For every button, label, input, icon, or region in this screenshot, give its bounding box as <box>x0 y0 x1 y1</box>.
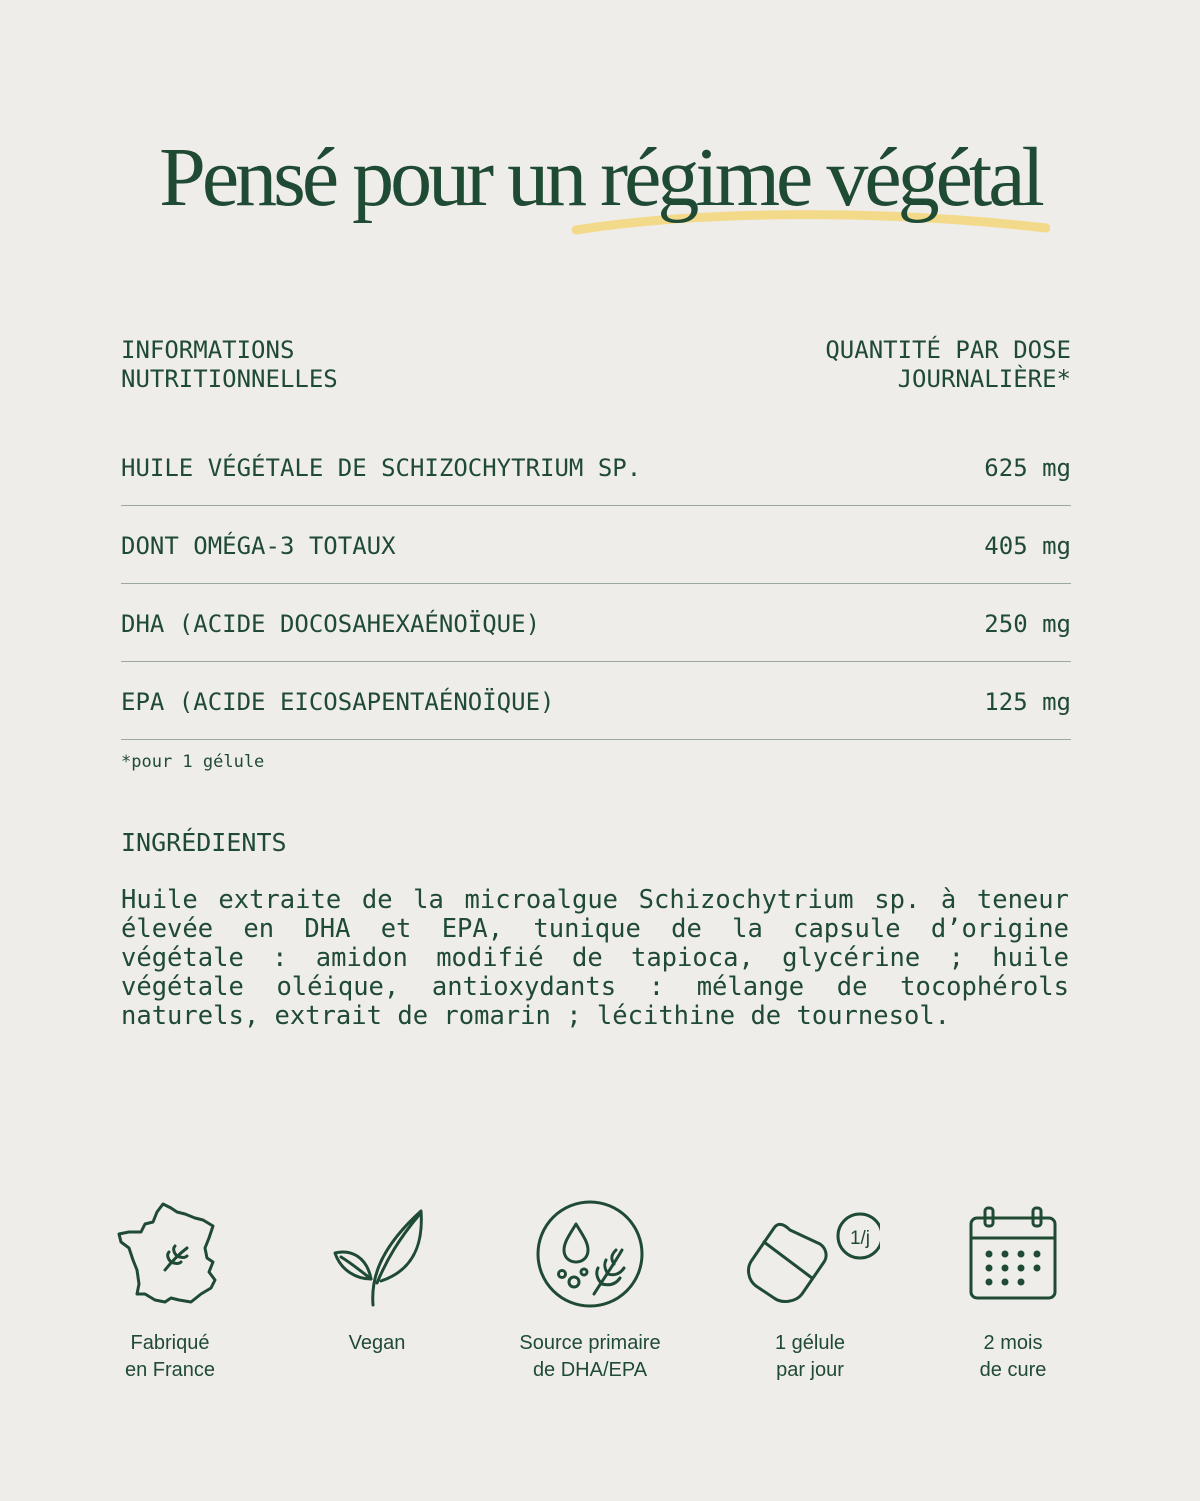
badge-capsule <box>710 1195 910 1381</box>
row-label: DHA (ACIDE DOCOSAHEXAÉNOÏQUE) <box>121 609 541 638</box>
badge-label: Vegan <box>348 1332 406 1354</box>
ingredients-text: Huile extraite de la microalgue Schizochytrium sp. à teneur élevée en DHA et EPA, tunique de la capsule d’origine végétale : amidon modifié de tapioca, glycérine ; huile végétale oléique, antioxydants : mélange de tocophérols naturels, extrait de romarin ; lécithine de tournesol. <box>121 885 1069 1031</box>
leaf-icon <box>327 1199 427 1309</box>
capsule-icon <box>740 1198 880 1310</box>
nutrition-header <box>121 336 1071 394</box>
badge-france <box>70 1195 270 1381</box>
badge-label: Fabriqué en France <box>124 1332 216 1381</box>
page-title: Pensé pour un régime végétal <box>159 131 1041 224</box>
badge-dha-epa <box>490 1195 690 1381</box>
france-map-icon <box>115 1198 225 1310</box>
footnote: *pour 1 gélule <box>121 752 265 772</box>
badge-label: Source primaire de DHA/EPA <box>519 1332 661 1381</box>
table-row <box>121 428 1071 506</box>
badge-label: 1 gélule par jour <box>774 1332 846 1381</box>
row-value: 250 mg <box>984 609 1071 638</box>
nutrition-header-left: INFORMATIONS NUTRITIONNELLES <box>121 336 338 393</box>
badges-row <box>0 1195 1200 1415</box>
row-label: HUILE VÉGÉTALE DE SCHIZOCHYTRIUM SP. <box>121 453 642 482</box>
table-row <box>121 662 1071 740</box>
badge-calendar <box>913 1195 1113 1381</box>
drop-circle-icon <box>534 1198 646 1310</box>
row-value: 405 mg <box>984 531 1071 560</box>
calendar-icon <box>965 1204 1061 1304</box>
capsule-badge-text: 1/j <box>849 1228 871 1249</box>
nutrition-table <box>121 428 1071 740</box>
table-row <box>121 584 1071 662</box>
row-label: DONT OMÉGA-3 TOTAUX <box>121 531 396 560</box>
table-row <box>121 506 1071 584</box>
badge-vegan <box>277 1195 477 1354</box>
badge-label: 2 mois de cure <box>979 1332 1047 1381</box>
ingredients-title: INGRÉDIENTS <box>121 828 287 857</box>
nutrition-header-right: QUANTITÉ PAR DOSE JOURNALIÈRE* <box>825 336 1071 393</box>
title-block <box>0 128 1200 258</box>
row-value: 625 mg <box>984 453 1071 482</box>
row-label: EPA (ACIDE EICOSAPENTAÉNOÏQUE) <box>121 687 555 716</box>
row-value: 125 mg <box>984 687 1071 716</box>
